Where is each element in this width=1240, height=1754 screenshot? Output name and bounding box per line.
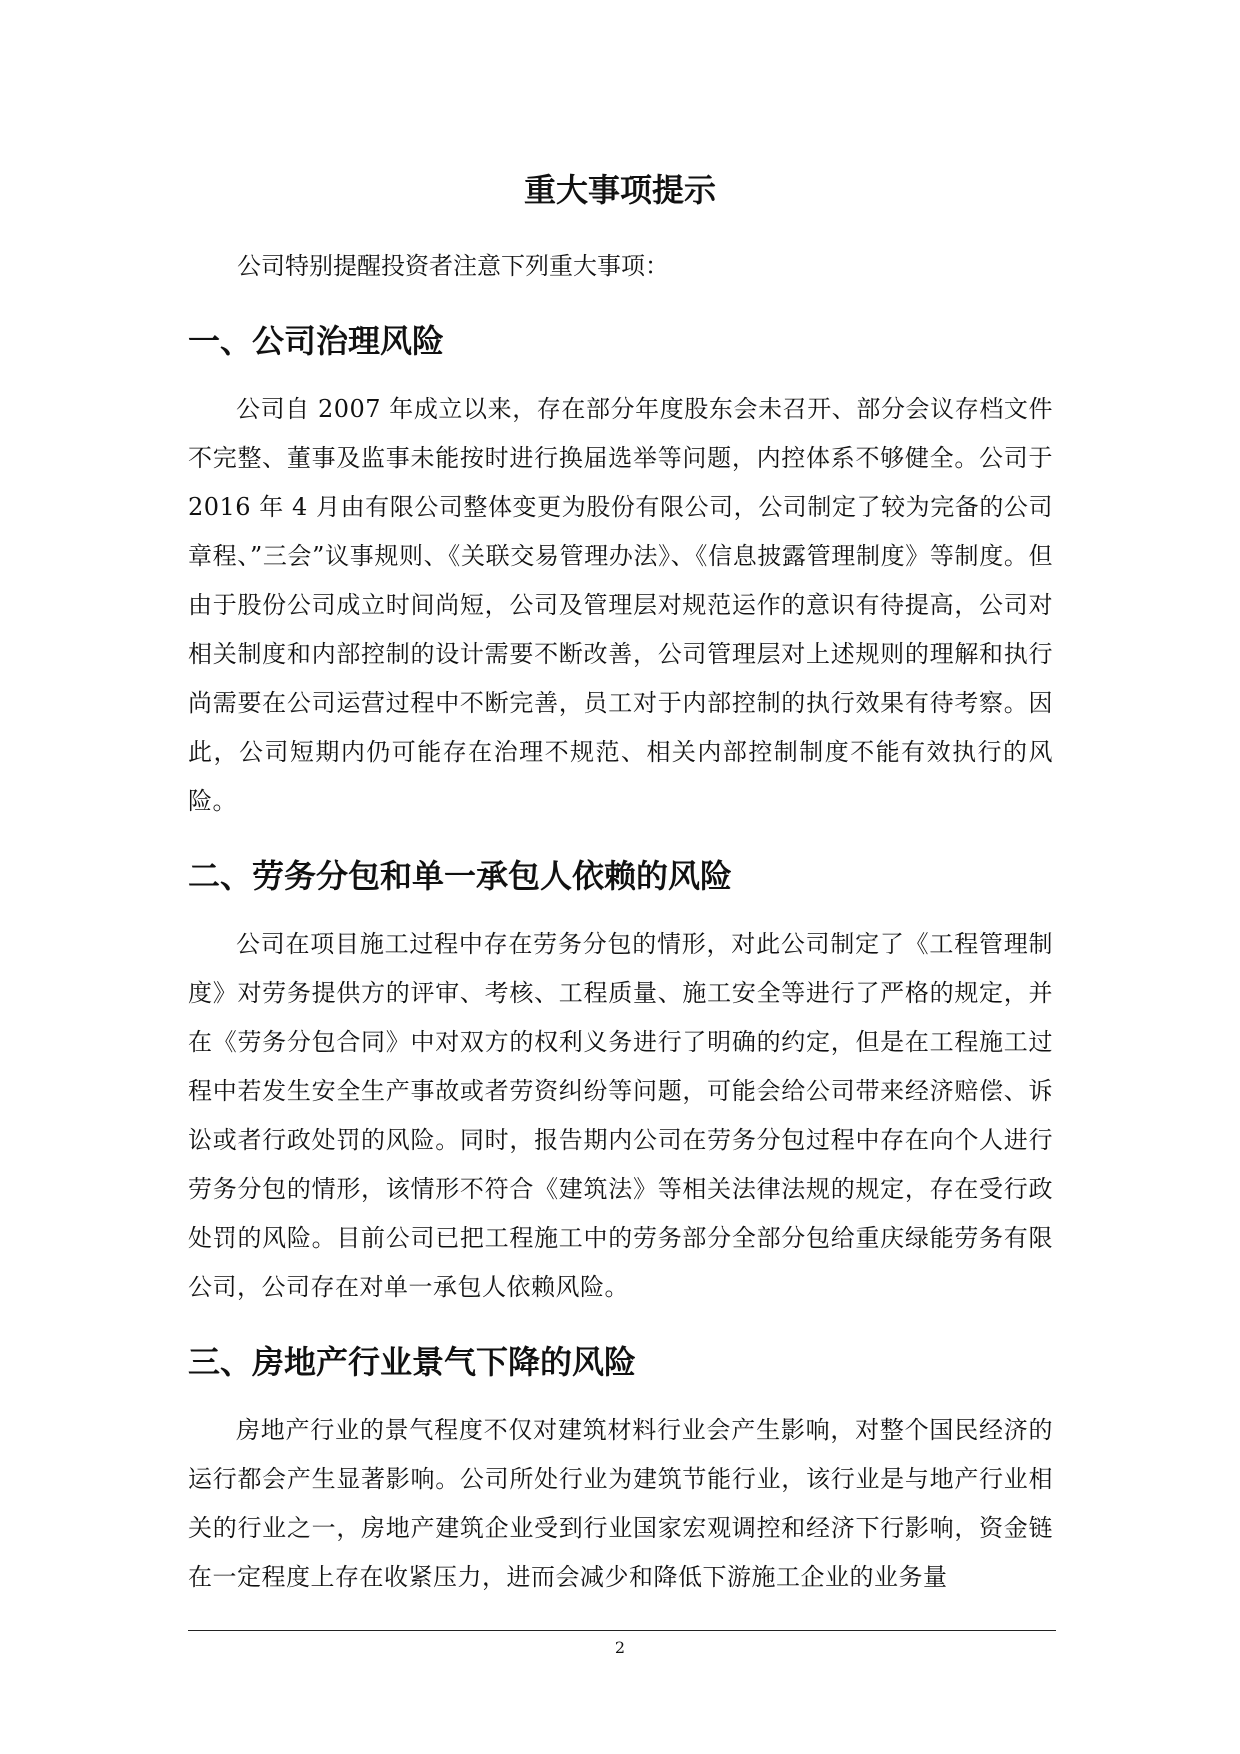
page-number: 2	[614, 1638, 626, 1657]
section-labor-subcontracting-risk	[188, 856, 1053, 1312]
section-corporate-governance-risk	[188, 321, 1053, 826]
section-heading: 一、公司治理风险	[188, 322, 445, 360]
section-real-estate-downturn-risk	[188, 1342, 1053, 1602]
section-body: 公司在项目施工过程中存在劳务分包的情形，对此公司制定了《工程管理制度》对劳务提供方的评审、考核、工程质量、施工安全等进行了严格的规定，并在《劳务分包合同》中对双方的权利义务进行了明确的约定，但是在工程施工过程中若发生安全生产事故或者劳资纠纷等问题，可能会给公司带来经济赔偿、诉讼或者行政处罚的风险。同时，报告期内公司在劳务分包过程中存在向个人进行劳务分包的情形，该情形不符合《建筑法》等相关法律法规的规定，存在受行政处罚的风险。目前公司已把工程施工中的劳务部分全部分包给重庆绿能劳务有限公司，公司存在对单一承包人依赖风险。	[188, 930, 1053, 1301]
section-heading: 二、劳务分包和单一承包人依赖的风险	[188, 857, 733, 895]
section-body: 公司自 2007 年成立以来，存在部分年度股东会未召开、部分会议存档文件不完整、董事及监事未能按时进行换届选举等问题，内控体系不够健全。公司于 2016 年 4 月由有限公司整体变更为股份有限公司，公司制定了较为完备的公司章程、”三会”议事规则、《关联交易管理办法》、《信息披露管理制度》等制度。但由于股份公司成立时间尚短，公司及管理层对规范运作的意识有待提高，公司对相关制度和内部控制的设计需要不断改善，公司管理层对上述规则的理解和执行尚需要在公司运营过程中不断完善，员工对于内部控制的执行效果有待考察。因此，公司短期内仍可能存在治理不规范、相关内部控制制度不能有效执行的风险。	[188, 395, 1053, 815]
section-body: 房地产行业的景气程度不仅对建筑材料行业会产生影响，对整个国民经济的运行都会产生显著影响。公司所处行业为建筑节能行业，该行业是与地产行业相关的行业之一，房地产建筑企业受到行业国家宏观调控和经济下行影响，资金链在一定程度上存在收紧压力，进而会减少和降低下游施工企业的业务量	[188, 1416, 1053, 1591]
intro-paragraph: 公司特别提醒投资者注意下列重大事项：	[237, 252, 669, 280]
section-heading: 三、房地产行业景气下降的风险	[188, 1343, 637, 1381]
footer-divider	[188, 1630, 1056, 1631]
page-title: 重大事项提示	[523, 171, 716, 209]
